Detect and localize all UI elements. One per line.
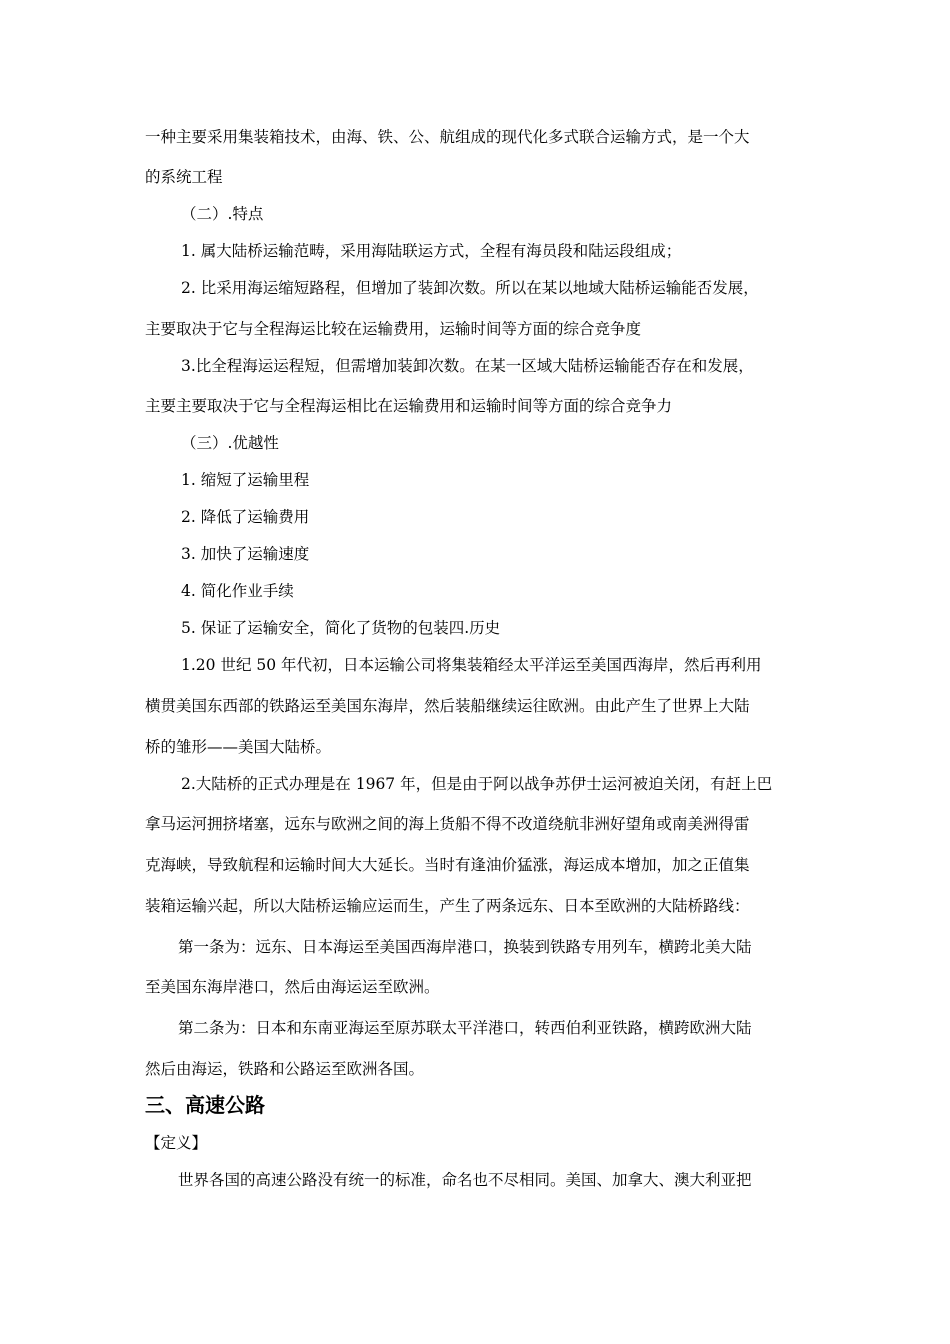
- route-1-line-2: 至美国东海岸港口，然后由海运运至欧洲。: [145, 978, 440, 996]
- history-p2-line-1: 2.大陆桥的正式办理是在 1967 年，但是由于阿以战争苏伊士运河被迫关闭，有赶上巴: [181, 775, 773, 793]
- history-p1-line-3: 桥的雏形——美国大陆桥。: [145, 738, 332, 756]
- advantage-item: 2. 降低了运输费用: [181, 508, 310, 526]
- history-p1-line-1: 1.20 世纪 50 年代初，日本运输公司将集装箱经太平洋运至美国西海岸，然后再利用: [181, 656, 762, 674]
- definition-label: 【定义】: [145, 1134, 208, 1152]
- feature-item-2-line-2: 主要取决于它与全程海运比较在运输费用，运输时间等方面的综合竞争度: [145, 320, 642, 338]
- route-2-line-2: 然后由海运，铁路和公路运至欧洲各国。: [145, 1060, 425, 1078]
- route-1-line-1: 第一条为：远东、日本海运至美国西海岸港口，换装到铁路专用列车，横跨北美大陆: [178, 938, 752, 956]
- advantage-item: 5. 保证了运输安全，简化了货物的包装四.历史: [181, 619, 501, 637]
- definition-line-1: 世界各国的高速公路没有统一的标准，命名也不尽相同。美国、加拿大、澳大利亚把: [178, 1171, 752, 1189]
- history-p2-line-4: 装箱运输兴起，所以大陆桥运输应运而生，产生了两条远东、日本至欧洲的大陆桥路线：: [145, 897, 750, 915]
- intro-line-1: 一种主要采用集装箱技术，由海、铁、公、航组成的现代化多式联合运输方式，是一个大: [145, 128, 750, 146]
- history-p2-line-3: 克海峡，导致航程和运输时间大大延长。当时有逢油价猛涨，海运成本增加，加之正值集: [145, 856, 750, 874]
- advantage-item: 4. 简化作业手续: [181, 582, 294, 600]
- advantages-heading: （三）.优越性: [181, 434, 279, 452]
- section-title: 三、高速公路: [145, 1093, 265, 1117]
- feature-item-3-line-1: 3.比全程海运运程短，但需增加装卸次数。在某一区域大陆桥运输能否存在和发展，: [181, 357, 754, 375]
- intro-line-2: 的系统工程: [145, 168, 223, 186]
- features-heading: （二）.特点: [181, 205, 264, 223]
- feature-item-1: 1. 属大陆桥运输范畴，采用海陆联运方式，全程有海员段和陆运段组成；: [181, 242, 682, 260]
- history-p2-line-2: 拿马运河拥挤堵塞，远东与欧洲之间的海上货船不得不改道绕航非洲好望角或南美洲得雷: [145, 815, 750, 833]
- route-2-line-1: 第二条为：日本和东南亚海运至原苏联太平洋港口，转西伯利亚铁路，横跨欧洲大陆: [178, 1019, 752, 1037]
- history-p1-line-2: 横贯美国东西部的铁路运至美国东海岸，然后装船继续运往欧洲。由此产生了世界上大陆: [145, 697, 750, 715]
- feature-item-3-line-2: 主要主要取决于它与全程海运相比在运输费用和运输时间等方面的综合竞争力: [145, 397, 673, 415]
- feature-item-2-line-1: 2. 比采用海运缩短路程，但增加了装卸次数。所以在某以地域大陆桥运输能否发展，: [181, 279, 759, 297]
- advantage-item: 1. 缩短了运输里程: [181, 471, 310, 489]
- advantage-item: 3. 加快了运输速度: [181, 545, 310, 563]
